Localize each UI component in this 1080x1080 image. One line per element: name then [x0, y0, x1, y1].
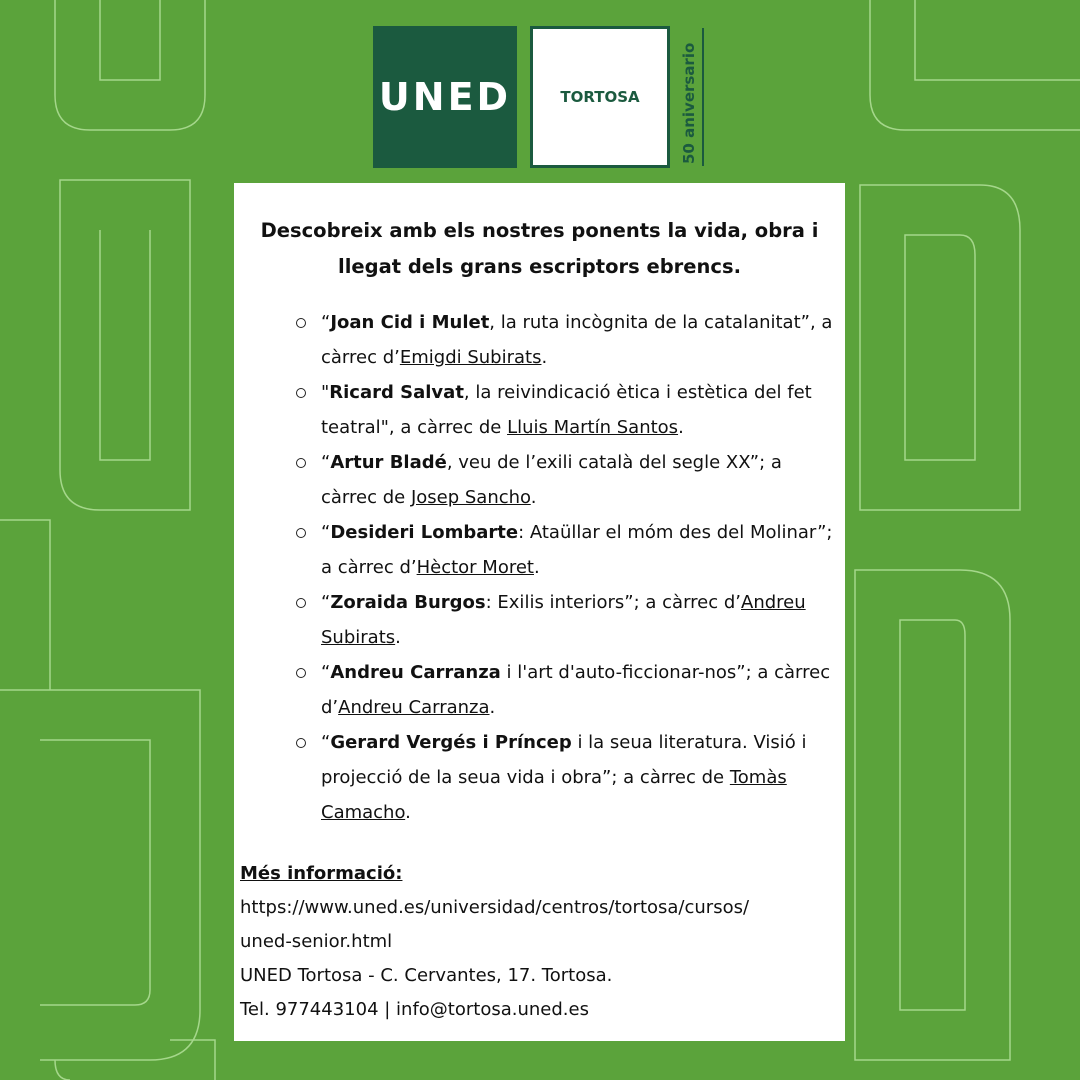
talk-speaker: Andreu Carranza	[338, 697, 490, 718]
talk-speaker: Tomàs Camacho	[321, 767, 787, 823]
talk-item: “Zoraida Burgos: Exilis interiors”; a càrrec d’Andreu Subirats.	[296, 585, 836, 655]
tortosa-label: TORTOSA	[560, 88, 640, 106]
talk-author: Ricard Salvat	[329, 382, 464, 403]
info-url-line[interactable]: uned-senior.html	[240, 931, 393, 952]
talk-speaker: Josep Sancho	[410, 487, 531, 508]
anniversary-divider	[702, 28, 704, 166]
talks-list	[296, 305, 836, 830]
talk-item: "Ricard Salvat, la reivindicació ètica i estètica del fet teatral", a càrrec de Lluis Martín Santos.	[296, 375, 836, 445]
talk-item: “Andreu Carranza i l'art d'auto-ficcionar-nos”; a càrrec d’Andreu Carranza.	[296, 655, 836, 725]
talk-author: Desideri Lombarte	[330, 522, 519, 543]
talk-author: Joan Cid i Mulet	[330, 312, 490, 333]
talk-speaker: Emigdi Subirats	[399, 347, 542, 368]
talk-speaker: Hèctor Moret	[416, 557, 534, 578]
talk-speaker: Andreu Subirats	[321, 592, 806, 648]
talk-item: “Joan Cid i Mulet, la ruta incògnita de la catalanitat”, a càrrec d’Emigdi Subirats.	[296, 305, 836, 375]
anniversary-badge	[676, 26, 704, 168]
more-info-title: Més informació:	[240, 863, 403, 884]
info-contact: Tel. 977443104 | info@tortosa.uned.es	[240, 999, 589, 1020]
tortosa-logo-block	[530, 26, 670, 168]
talk-author: Zoraida Burgos	[330, 592, 486, 613]
talk-author: Artur Bladé	[330, 452, 447, 473]
talk-author: Andreu Carranza	[330, 662, 501, 683]
uned-logo-block	[373, 26, 517, 168]
talk-item: “Artur Bladé, veu de l’exili català del segle XX”; a càrrec de Josep Sancho.	[296, 445, 836, 515]
info-url-line[interactable]: https://www.uned.es/universidad/centros/tortosa/cursos/	[240, 897, 750, 918]
info-address: UNED Tortosa - C. Cervantes, 17. Tortosa.	[240, 965, 613, 986]
more-info-section	[240, 857, 845, 1027]
talk-item: “Desideri Lombarte: Ataüllar el móm des del Molinar”; a càrrec d’Hèctor Moret.	[296, 515, 836, 585]
talk-speaker: Lluis Martín Santos	[507, 417, 679, 438]
anniversary-text: 50 aniversario	[680, 42, 698, 164]
talk-author: Gerard Vergés i Príncep	[330, 732, 572, 753]
talk-item: “Gerard Vergés i Príncep i la seua literatura. Visió i projecció de la seua vida i obra”; a càrrec de Tomàs Camacho.	[296, 725, 836, 830]
content-card	[234, 183, 845, 1041]
page-heading: Descobreix amb els nostres ponents la vida, obra i llegat dels grans escriptors ebrencs.	[260, 219, 819, 278]
uned-wordmark: UNED	[378, 75, 512, 119]
